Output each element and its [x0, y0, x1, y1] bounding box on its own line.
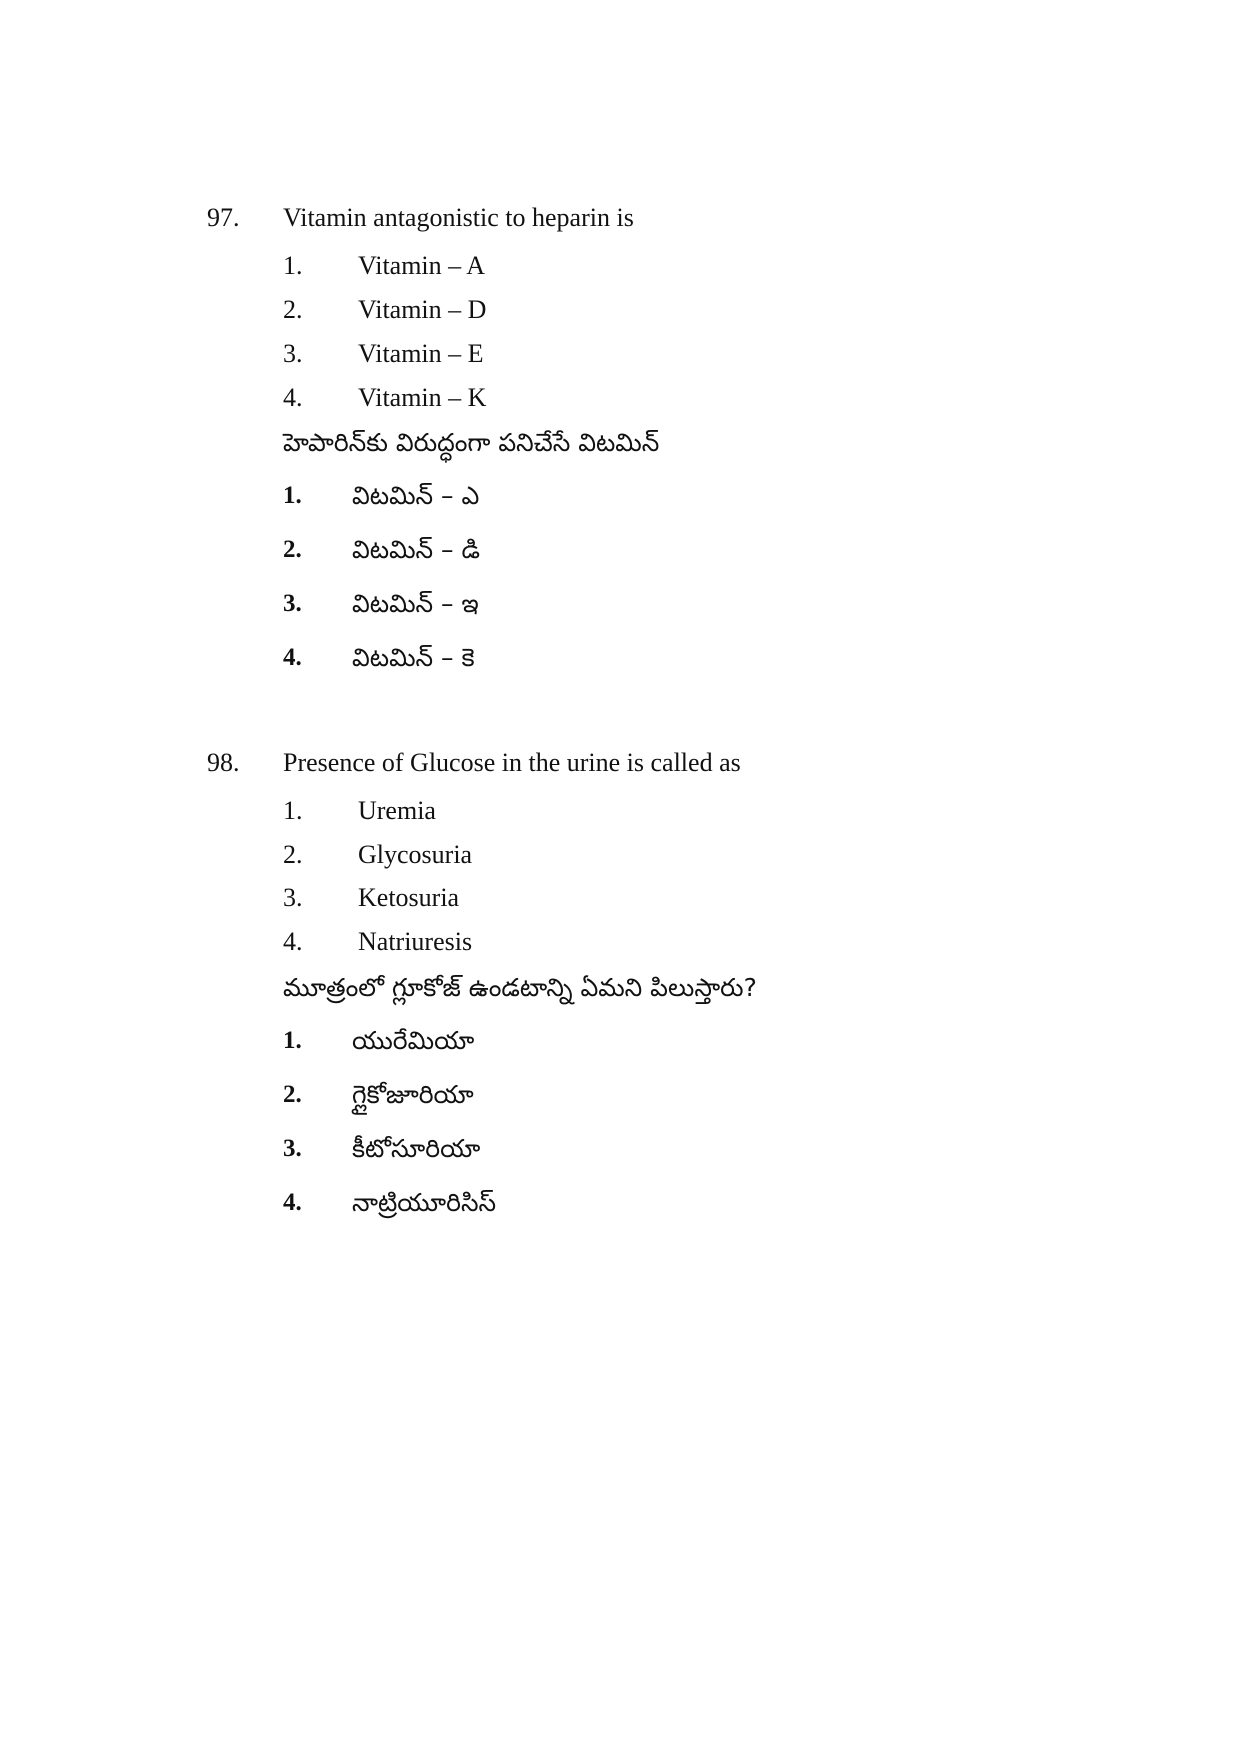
option-text: కీటోసూరియా: [352, 1134, 481, 1163]
option-text: విటమిన్ – ఇ: [352, 589, 479, 618]
option-number: 3.: [283, 339, 303, 368]
option-english-2: [0, 840, 1241, 874]
option-number: 4.: [283, 644, 302, 671]
option-number: 3.: [283, 590, 302, 617]
option-english-3: [0, 883, 1241, 917]
option-telugu-1: [0, 480, 1241, 514]
option-telugu-4: [0, 642, 1241, 676]
option-text: నాట్రియూరిసిస్: [352, 1188, 497, 1217]
option-number: 3.: [283, 883, 303, 912]
option-text: యురేమియా: [352, 1026, 475, 1055]
option-text: విటమిన్ – ఎ: [352, 481, 480, 510]
option-telugu-1: [0, 1025, 1241, 1059]
option-english-1: [0, 251, 1241, 285]
option-number: 1.: [283, 482, 302, 509]
question-text-telugu: హెపారిన్‌కు విరుద్ధంగా పనిచేసే విటమిన్: [283, 428, 660, 457]
option-telugu-2: [0, 534, 1241, 568]
option-english-3: [0, 339, 1241, 373]
option-telugu-3: [0, 588, 1241, 622]
option-text: విటమిన్ – డి: [352, 535, 480, 564]
option-english-4: [0, 927, 1241, 961]
option-english-1: [0, 796, 1241, 830]
question-text-telugu: మూత్రంలో గ్లూకోజ్ ఉండటాన్ని ఏమని పిలుస్తారు?: [283, 973, 757, 1002]
question-number: 97.: [207, 203, 240, 232]
option-number: 2.: [283, 1081, 302, 1108]
option-number: 2.: [283, 840, 303, 869]
question-number: 98.: [207, 748, 240, 777]
option-number: 1.: [283, 796, 303, 825]
option-number: 2.: [283, 536, 302, 563]
question-text-english: Presence of Glucose in the urine is called as: [283, 748, 741, 777]
option-text: Vitamin – E: [358, 339, 484, 368]
option-telugu-4: [0, 1187, 1241, 1221]
option-text: Vitamin – D: [358, 295, 487, 324]
option-text: Vitamin – K: [358, 383, 487, 412]
option-telugu-2: [0, 1079, 1241, 1113]
option-number: 4.: [283, 1189, 302, 1216]
option-text: Uremia: [358, 796, 436, 825]
option-text: Glycosuria: [358, 840, 473, 869]
option-number: 3.: [283, 1135, 302, 1162]
option-text: Natriuresis: [358, 927, 473, 956]
option-number: 1.: [283, 251, 303, 280]
option-number: 1.: [283, 1027, 302, 1054]
option-text: విటమిన్ – కె: [352, 643, 475, 672]
option-number: 4.: [283, 927, 303, 956]
option-text: Ketosuria: [358, 883, 460, 912]
option-text: గ్లైకోజూరియా: [352, 1080, 474, 1109]
option-english-4: [0, 383, 1241, 417]
option-number: 4.: [283, 383, 303, 412]
option-text: Vitamin – A: [358, 251, 485, 280]
option-english-2: [0, 295, 1241, 329]
option-number: 2.: [283, 295, 303, 324]
question-text-english: Vitamin antagonistic to heparin is: [283, 203, 634, 232]
option-telugu-3: [0, 1133, 1241, 1167]
